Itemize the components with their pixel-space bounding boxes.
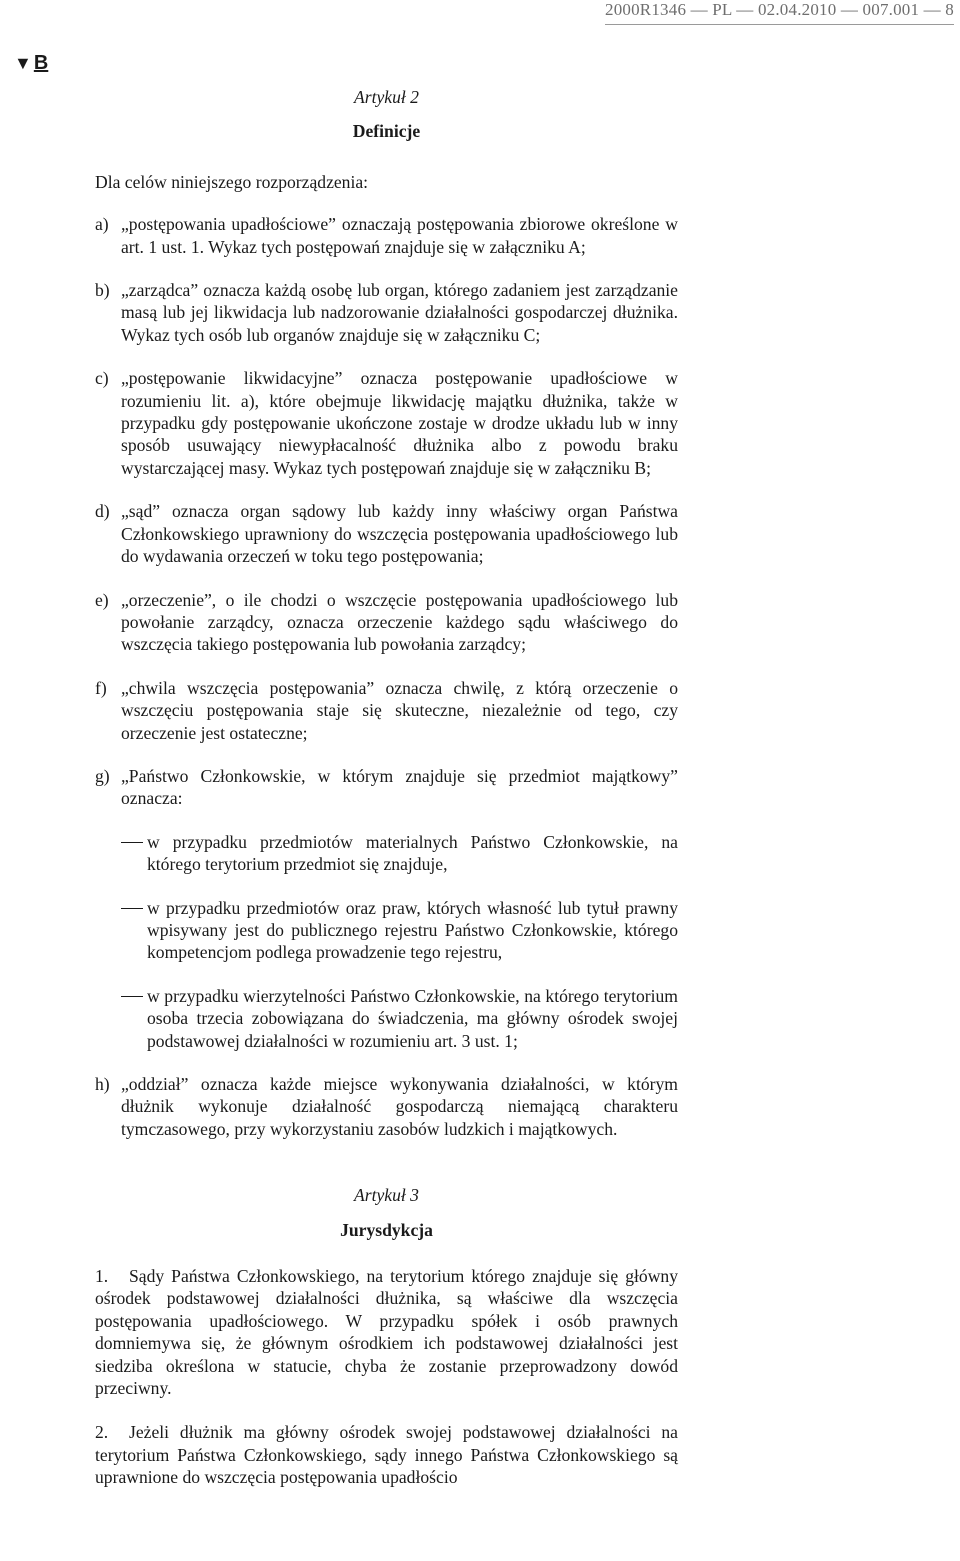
definition-text: „postępowania upadłościowe” oznaczają postępowania zbiorowe określone w art. 1 ust. 1. Wykaz tych postępowań znajduje się w załączniku A; — [121, 214, 678, 257]
dash-item — [121, 831, 678, 876]
dash-item-text: w przypadku przedmiotów oraz praw, których własność lub tytuł prawny wpisywany jest do publicznego rejestru Państwo Członkowskie, którego kompetencjom podlega prowadzenie tego rejestru, — [147, 897, 678, 963]
triangle-down-icon: ▼ — [14, 53, 32, 73]
definition-item-g — [95, 765, 678, 1073]
article-2-number: Artykuł 2 — [354, 87, 419, 107]
article-2-title: Definicje — [352, 121, 421, 142]
article-3-number: Artykuł 3 — [354, 1185, 419, 1206]
definition-label: a) — [95, 214, 109, 235]
definition-text: „chwila wszczęcia postępowania” oznacza chwilę, z którą orzeczenie o wszczęciu postępowania staje się skuteczne, niezależnie od tego, czy orzeczenie jest ostateczne; — [121, 677, 678, 743]
article-3-title: Jurysdykcja — [340, 1219, 433, 1240]
em-dash-icon — [95, 831, 151, 876]
definition-label: d) — [95, 501, 110, 522]
definition-item-f — [95, 677, 678, 744]
amendment-code: B — [33, 52, 49, 74]
definition-label: h) — [95, 1074, 110, 1094]
definition-label: f) — [95, 677, 107, 698]
definition-label: g) — [95, 765, 110, 786]
definition-item-e — [95, 589, 678, 656]
em-dash-icon — [95, 985, 151, 1052]
article-3-paragraph-1 — [95, 1265, 678, 1399]
dash-item — [121, 897, 678, 964]
paragraph-text: Jeżeli dłużnik ma główny ośrodek swojej podstawowej działalności na terytorium Państwa Członkowskiego, sądy innego Państwa Członkowskiego są uprawnione do wszczęcia postępowania upadłościo — [95, 1422, 678, 1488]
paragraph-text: Sądy Państwa Członkowskiego, na terytorium którego znajduje się główny ośrodek podstawowej działalności dłużnika, są właściwe dla wszczęcia postępowania upadłościowego. W przypadku spółek i osób prawnych domniemywa się, że głównym ośrodkiem ich podstawowej działalności jest siedziba określona w statucie, chyba że zostanie przeprowadzony dowód przeciwny. — [95, 1266, 678, 1399]
definition-item-c — [95, 367, 678, 479]
definition-text: „orzeczenie”, o ile chodzi o wszczęcie postępowania upadłościowego lub powołanie zarządcy, oznacza orzeczenie każdego sądu właściwego do wszczęcia takiego postępowania lub powołania zarządcy; — [121, 589, 678, 655]
dash-item-text: w przypadku przedmiotów materialnych Państwo Członkowskie, na którego terytorium przedmiot się znajduje, — [147, 831, 678, 875]
definition-text: „postępowanie likwidacyjne” oznacza postępowanie upadłościowe w rozumieniu lit. a), które obejmuje likwidację majątku dłużnika, także w przypadku gdy postępowanie ukończone zostaje w drodze układu lub w inny sposób usuwający niewypłacalność dłużnika albo z powodu braku wystarczającej masy. Wykaz tych postępowań znajduje się w załączniku B; — [121, 368, 678, 478]
document-body — [95, 86, 678, 1489]
definition-label: b) — [95, 280, 110, 301]
dash-list — [121, 831, 678, 1052]
paragraph-number: 2. — [95, 1422, 109, 1443]
dash-item-text: w przypadku wierzytelności Państwo Członkowskie, na którego terytorium osoba trzecia zobowiązana do świadczenia, ma główny ośrodek swojej podstawowej działalności w rozumieniu art. 3 ust. 1; — [147, 985, 678, 1051]
document-reference-header: 2000R1346 — PL — 02.04.2010 — 007.001 — 8 — [605, 0, 954, 25]
definition-item-d — [95, 500, 678, 567]
article-3-paragraph-2 — [95, 1421, 678, 1488]
definition-label: c) — [95, 368, 109, 389]
definition-text-block — [121, 765, 678, 1073]
definition-label: e) — [95, 589, 109, 610]
amendment-marker — [14, 52, 48, 75]
article-2-intro: Dla celów niniejszego rozporządzenia: — [95, 171, 369, 192]
definitions-list — [95, 213, 678, 1140]
dash-item — [121, 985, 678, 1052]
definition-item-a — [95, 213, 678, 258]
definition-item-b — [95, 279, 678, 346]
definition-text: „Państwo Członkowskie, w którym znajduje się przedmiot majątkowy” oznacza: — [121, 765, 678, 809]
definition-text: „oddział” oznacza każde miejsce wykonywania działalności, w którym dłużnik wykonuje działalność gospodarczą niemającą charakteru tymczasowego, przy wykorzystaniu zasobów ludzkich i majątkowych. — [121, 1074, 678, 1139]
paragraph-number: 1. — [95, 1266, 109, 1287]
definition-text: „zarządca” oznacza każdą osobę lub organ, którego zadaniem jest zarządzanie masą lub jej likwidacja lub nadzorowanie działalności gospodarczej dłużnika. Wykaz tych osób lub organów znajduje się w załączniku C; — [121, 280, 678, 345]
em-dash-icon — [95, 897, 151, 964]
definition-text: „sąd” oznacza organ sądowy lub każdy inny właściwy organ Państwa Członkowskiego uprawniony do wszczęcia postępowania upadłościowego lub do wydawania orzeczeń w toku tego postępowania; — [121, 501, 678, 567]
definition-item-h — [95, 1073, 678, 1140]
article-3-section — [95, 1184, 678, 1488]
